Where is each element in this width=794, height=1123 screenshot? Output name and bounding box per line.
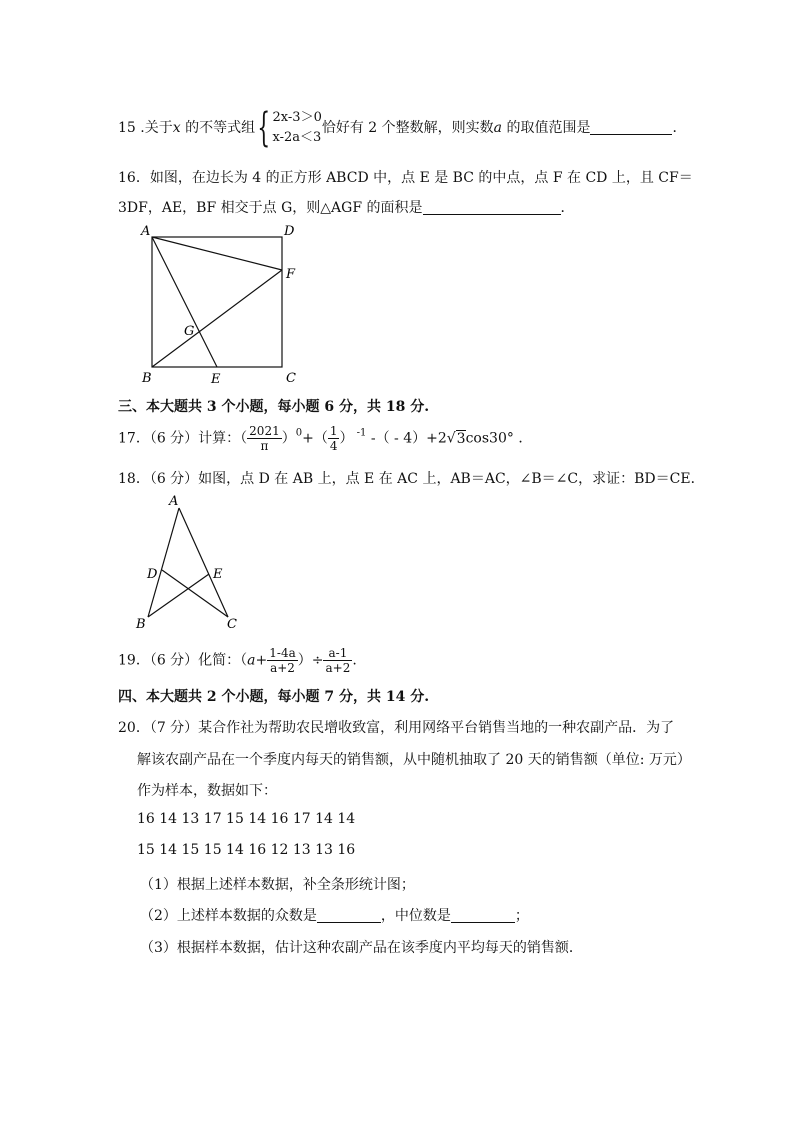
q15-mid: 的不等式组 (180, 120, 256, 136)
question-19 (118, 646, 357, 675)
label-D: D (284, 224, 295, 239)
q19-var-a: a (247, 652, 256, 669)
q20-sub-2 (140, 905, 529, 925)
triangle-figure (132, 492, 242, 632)
q19-frac1-den: a+2 (270, 661, 295, 675)
q18-text: 18．（6 分）如图，点 D 在 AB 上，点 E 在 AC 上，AB＝AC，∠B＝∠C，求证：BD＝CE． (118, 471, 705, 487)
q16-line-1: 16．如图，在边长为 4 的正方形 ABCD 中，点 E 是 BC 的中点，点 F 在 CD 上，且 CF＝ (118, 170, 693, 186)
q19-divide: ）÷ (297, 652, 324, 669)
label-G: G (184, 324, 195, 339)
tri-label-E: E (213, 567, 223, 582)
section-3-heading: 三、本大题共 3 个小题，每小题 6 分，共 18 分. (118, 399, 430, 415)
left-brace-icon: { (257, 105, 271, 151)
tri-label-B: B (136, 617, 146, 632)
q17-exponent-neg1: -1 (353, 427, 367, 439)
q20-sub-2-median-label: ，中位数是 (380, 908, 451, 924)
q17-fraction-2 (328, 424, 340, 453)
tri-label-C: C (227, 617, 237, 632)
q17-plus: +（ (302, 430, 328, 447)
q15-var-x: x (172, 120, 181, 136)
q17-frac2-den: 4 (329, 439, 338, 453)
label-A: A (141, 224, 151, 239)
mode-answer-blank[interactable] (317, 908, 381, 923)
q17-rest-1: -（ - 4）+2 (366, 430, 447, 447)
q17-prefix: 17．（6 分）计算：（ (118, 430, 248, 447)
q17-exponent-0: 0 (295, 427, 303, 439)
label-B: B (142, 371, 152, 386)
sqrt-icon: √ (446, 430, 456, 447)
q17-frac1-num: 2021 (249, 424, 280, 438)
median-answer-blank[interactable] (451, 908, 515, 923)
q15-end: ． (672, 120, 687, 136)
q20-data-row-2: 15 14 15 15 14 16 12 13 13 16 (137, 842, 356, 858)
q15-prefix: 15 .关于 (118, 120, 173, 136)
q15-answer-blank[interactable] (590, 120, 672, 135)
q19-fraction-1 (267, 646, 297, 675)
q20-sub-2-end: ； (514, 908, 529, 924)
q20-sub-1: （1）根据上述样本数据，补全条形统计图； (140, 877, 415, 893)
q16-end: ． (560, 200, 575, 216)
q17-frac1-den: π (260, 439, 269, 453)
q19-frac2-num: a-1 (323, 646, 352, 661)
q17-fraction-1 (247, 424, 282, 453)
q15-ineq-1: 2x-3＞0 (272, 110, 322, 125)
q19-prefix: 19．（6 分）化简：（ (118, 652, 248, 669)
label-C: C (286, 371, 296, 386)
q20-line-3: 作为样本，数据如下： (137, 783, 277, 799)
inequality-system (273, 108, 322, 148)
q15-var-a: a (493, 120, 503, 136)
q20-data-row-1: 16 14 13 17 15 14 16 17 14 14 (137, 811, 356, 827)
q20-sub-3: （3）根据样本数据，估计这种农副产品在该季度内平均每天的销售额． (140, 940, 583, 956)
q15-ineq-2: x-2a＜3 (272, 130, 322, 145)
q19-end: . (352, 652, 357, 669)
q16-line-2-text: 3DF，AE，BF 相交于点 G，则△AGF 的面积是 (118, 200, 423, 216)
q16-answer-blank[interactable] (423, 200, 561, 215)
q20-sub-2-text: （2）上述样本数据的众数是 (140, 908, 317, 924)
q15-after: 恰好有 2 个整数解，则实数 (321, 120, 494, 136)
q19-frac2-den: a+2 (325, 661, 351, 675)
q20-line-1: 20．（7 分）某合作社为帮助农民增收致富，利用网络平台销售当地的一种农副产品．为了 (118, 720, 675, 736)
q19-plus: + (255, 652, 268, 669)
square-figure (138, 222, 308, 392)
q20-line-2: 解该农副产品在一个季度内每天的销售额，从中随机抽取了 20 天的销售额（单位: 万元） (137, 752, 691, 768)
question-15 (118, 105, 687, 151)
label-E: E (211, 372, 221, 387)
tri-label-D: D (147, 567, 158, 582)
q17-paren-2: ） (339, 430, 354, 447)
q17-rest-2: cos30° ． (465, 430, 533, 447)
section-4-heading: 四、本大题共 2 个小题，每小题 7 分，共 14 分. (118, 689, 430, 705)
q17-frac2-num: 1 (329, 424, 338, 438)
q17-paren-1: ） (281, 430, 296, 447)
q17-sqrt-value: 3 (456, 430, 466, 447)
label-F: F (286, 267, 296, 282)
q15-tail: 的取值范围是 (502, 120, 591, 136)
tri-label-A: A (169, 494, 179, 509)
q16-line-2 (118, 197, 575, 217)
q19-frac1-num: 1-4a (269, 646, 296, 660)
q19-fraction-2 (323, 646, 352, 675)
question-17 (118, 424, 532, 453)
